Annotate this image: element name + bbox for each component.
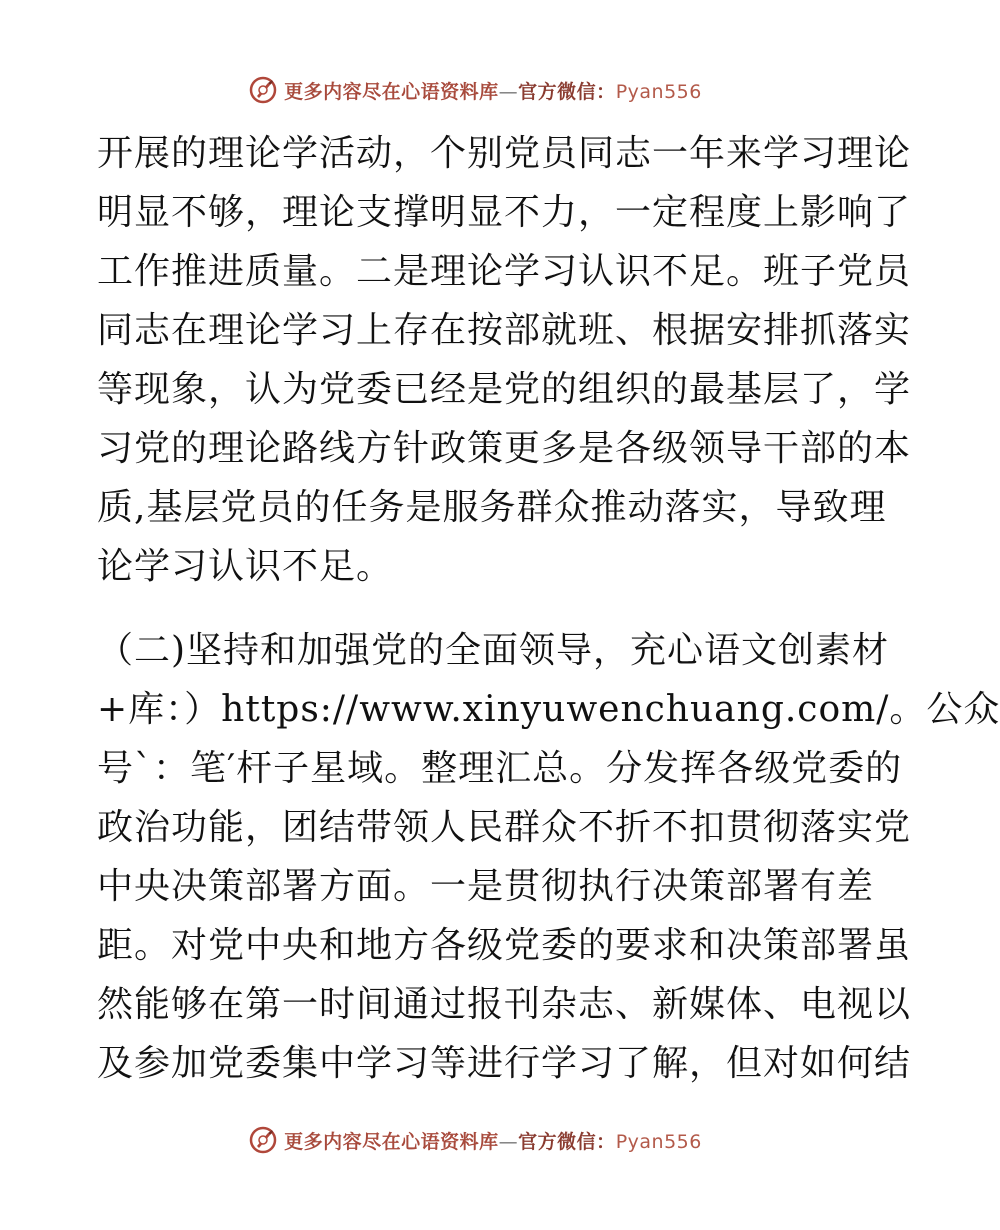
text-line: （二)坚持和加强党的全面领导，充心语文创素材 [97, 630, 890, 671]
text-line: +库：）https://www.xinyuwenchuang.com/。公众 [97, 689, 1000, 730]
text-line: 中央决策部署方面。一是贯彻执行决策部署有差 [97, 866, 875, 907]
text-line: 质,基层党员的任务是服务群众推动落实，导致理 [97, 487, 887, 528]
paragraph-1 [97, 124, 912, 596]
text-line: 号`：笔′杆子星域。整理汇总。分发挥各级党委的 [97, 748, 903, 789]
text-line: 习党的理论路线方针政策更多是各级领导干部的本 [97, 428, 912, 469]
header-watermark-banner [0, 70, 950, 110]
text-line: 等现象，认为党委已经是党的组织的最基层了，学 [97, 369, 912, 410]
text-line: 工作推进质量。二是理论学习认识不足。班子党员 [97, 251, 912, 292]
paragraph-2 [97, 621, 1000, 1093]
paragraph-gap [97, 596, 857, 621]
document-body [97, 124, 1000, 1093]
text-line: 政治功能，团结带领人民群众不折不扣贯彻落实党 [97, 807, 912, 848]
text-line: 同志在理论学习上存在按部就班、根据安排抓落实 [97, 310, 912, 351]
text-line: 论学习认识不足。 [97, 546, 394, 587]
footer-watermark-banner [0, 1120, 950, 1160]
banner-text: 更多内容尽在心语资料库—官方微信：Pyan556 [284, 80, 702, 103]
text-line: 距。对党中央和地方各级党委的要求和决策部署虽 [97, 925, 912, 966]
text-line: 明显不够，理论支撑明显不力，一定程度上影响了 [97, 192, 912, 233]
banner-text: 更多内容尽在心语资料库—官方微信：Pyan556 [284, 1130, 702, 1153]
quill-seal-logo-icon [248, 75, 278, 105]
text-line: 开展的理论学活动，个别党员同志一年来学习理论 [97, 133, 912, 174]
text-line: 及参加党委集中学习等进行学习了解，但对如何结 [97, 1043, 912, 1084]
quill-seal-logo-icon [248, 1125, 278, 1155]
text-line: 然能够在第一时间通过报刊杂志、新媒体、电视以 [97, 984, 912, 1025]
